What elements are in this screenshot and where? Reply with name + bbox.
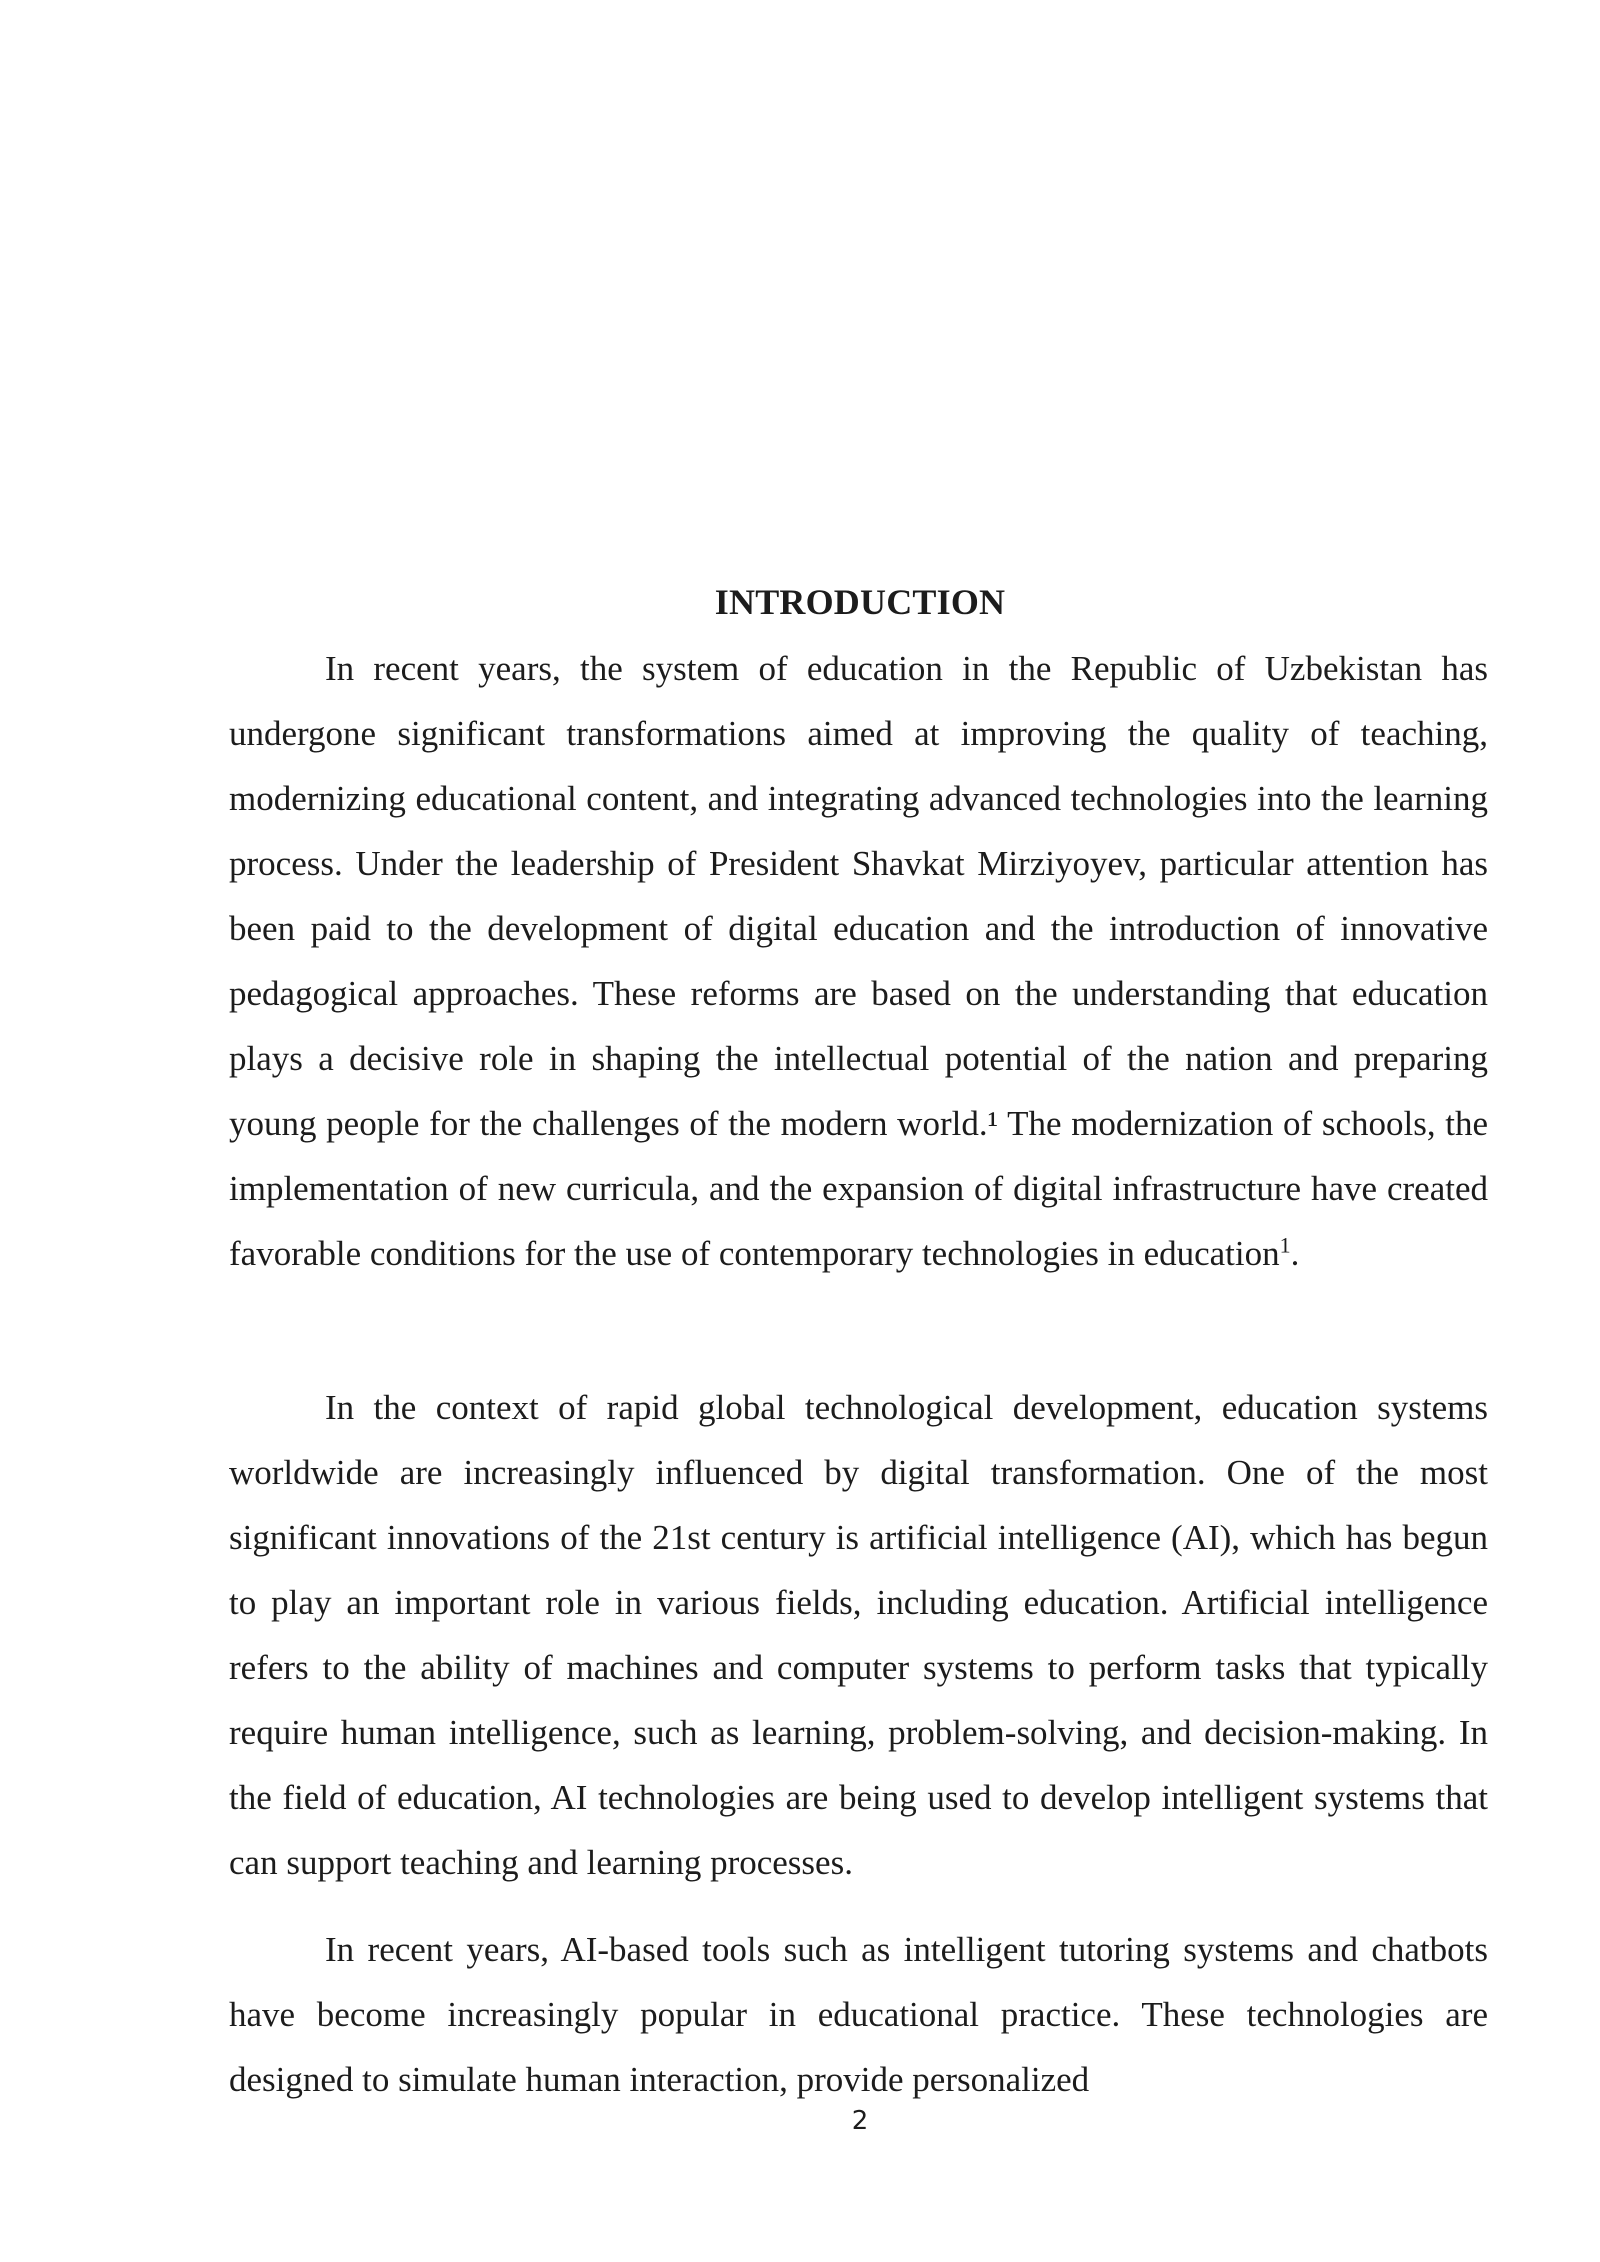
paragraph-2-text: In the context of rapid global technological development, education systems worldwide are increasingly influenced by digital transformation. One of the most significant innovations of the 21st century is artificial intelligence (AI), which has begun to play an important role in various fields, including education. Artificial intelligence refers to the ability of machines and computer systems to perform tasks that typically require human intelligence, such as learning, problem-solving, and decision-making. In the field of education, AI technologies are being used to develop intelligent systems that can support teaching and learning processes. (229, 1388, 1488, 1882)
paragraph-1 (229, 636, 1488, 1286)
page-number: 2 (851, 2106, 869, 2136)
footnote-reference: 1 (1279, 1232, 1291, 1258)
paragraph-1-tail: . (1290, 1234, 1300, 1273)
paragraph-1-text: In recent years, the system of education in the Republic of Uzbekistan has undergone significant transformations aimed at improving the quality of teaching, modernizing educational content, and integrating advanced technologies into the learning process. Under the leadership of President Shavkat Mirziyoyev, particular attention has been paid to the development of digital education and the introduction of innovative pedagogical approaches. These reforms are based on the understanding that education plays a decisive role in shaping the intellectual potential of the nation and preparing young people for the challenges of the modern world.¹ The modernization of schools, the implementation of new curricula, and the expansion of digital infrastructure have created favorable conditions for the use of contemporary technologies in education (229, 649, 1488, 1273)
paragraph-2 (229, 1375, 1488, 1895)
section-title: INTRODUCTION (714, 582, 1006, 622)
paragraph-3 (229, 1917, 1488, 2112)
paragraph-3-text: In recent years, AI-based tools such as intelligent tutoring systems and chatbots have become increasingly popular in educational practice. These technologies are designed to simulate human interaction, provide personalized (229, 1930, 1488, 2099)
